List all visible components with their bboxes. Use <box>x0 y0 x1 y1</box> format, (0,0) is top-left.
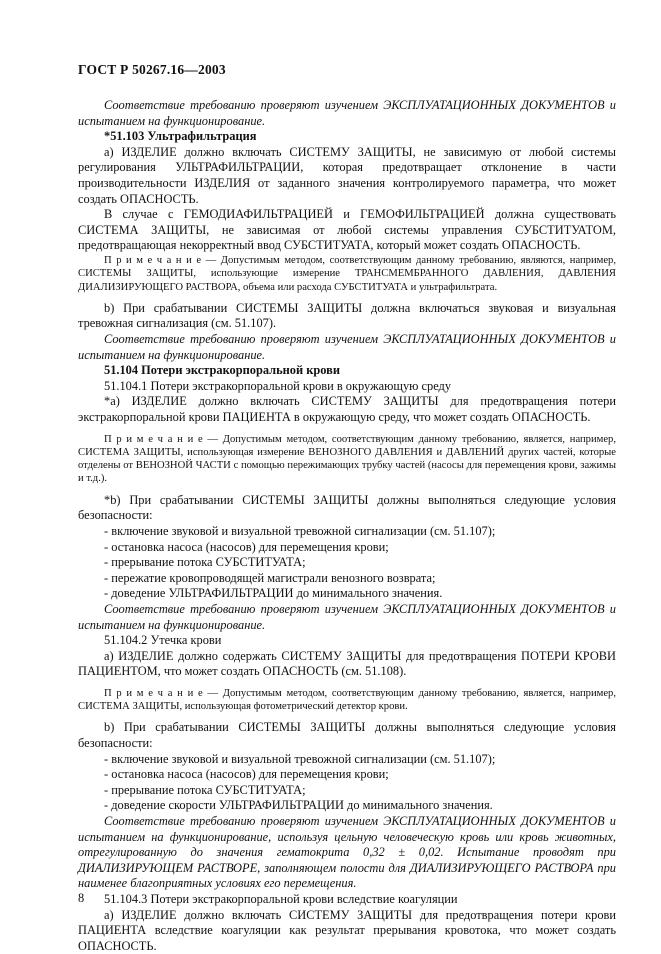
section-ultrafiltration <box>78 98 616 524</box>
paragraph: 51.104.1 Потери экстракорпоральной крови в окружающую среду <box>104 378 452 393</box>
list-item: - прерывание потока СУБСТИТУАТА; <box>104 782 306 797</box>
paragraph: *а) ИЗДЕЛИЕ должно включать СИСТЕМУ ЗАЩИТЫ для предотвращения потери экстракорпоральной крови ПАЦИЕНТА в окружающую среду, что может создать ОПАСНОСТЬ. <box>78 394 616 424</box>
paragraph: Соответствие требованию проверяют изучением ЭКСПЛУАТАЦИОННЫХ ДОКУМЕНТОВ и испытанием на функционирование. <box>78 98 616 128</box>
paragraph: *b) При срабатывании СИСТЕМЫ ЗАЩИТЫ должны выполняться следующие условия безопасности: <box>78 492 616 523</box>
safety-conditions-list-1 <box>78 524 616 602</box>
paragraph: а) ИЗДЕЛИЕ должно содержать СИСТЕМУ ЗАЩИТЫ для предотвращения ПОТЕРИ КРОВИ ПАЦИЕНТОМ, что может создать ОПАСНОСТЬ (см. 51.108). <box>78 648 616 679</box>
list-item: - доведение скорости УЛЬТРАФИЛЬТРАЦИИ до минимального значения. <box>104 798 493 813</box>
paragraph: П р и м е ч а н и е — Допустимым методом, соответствующим данному требованию, является, например, СИСТЕМА ЗАЩИТЫ, использующая фотометрический детектор крови. <box>78 687 616 713</box>
paragraph: а) ИЗДЕЛИЕ должно включать СИСТЕМУ ЗАЩИТЫ, не зависимую от любой системы регулирования УЛЬТРАФИЛЬТРАЦИИ, которая предотвращает отклонение в части производительности ИЗДЕЛИЯ от заданного значения контролируемого параметра, что может создать ОПАСНОСТЬ. <box>78 144 616 206</box>
paragraph: b) При срабатывании СИСТЕМЫ ЗАЩИТЫ должны выполняться следующие условия безопасности: <box>78 720 616 751</box>
list-item: - прерывание потока СУБСТИТУАТА; <box>104 555 306 570</box>
paragraph: 51.104.3 Потери экстракорпоральной крови вследствие коагуляции <box>104 892 458 907</box>
safety-conditions-list-2 <box>78 752 616 814</box>
list-item: - доведение УЛЬТРАФИЛЬТРАЦИИ до минимального значения. <box>104 586 443 601</box>
paragraph: 51.104.2 Утечка крови <box>104 633 222 648</box>
paragraph: Соответствие требованию проверяют изучением ЭКСПЛУАТАЦИОННЫХ ДОКУМЕНТОВ и испытанием на функционирование. <box>78 332 616 362</box>
paragraph: П р и м е ч а н и е — Допустимым методом, соответствующим данному требованию, являются, например, СИСТЕМЫ ЗАЩИТЫ, использующие измерение ТРАНСМЕМБРАННОГО ДАВЛЕНИЯ, ДАВЛЕНИЯ ДИАЛИЗИРУЮЩЕГО РАСТВОРА, объема или расхода СУБСТИТУАТА и ультрафильтрата. <box>78 254 616 293</box>
list-item: - включение звуковой и визуальной тревожной сигнализации (см. 51.107); <box>104 523 496 538</box>
paragraph: В случае с ГЕМОДИАФИЛЬТРАЦИЕЙ и ГЕМОФИЛЬТРАЦИЕЙ должна существовать СИСТЕМА ЗАЩИТЫ, не зависимая от любой системы управления СУБСТИТУАТОМ, предотвращающая некорректный ввод СУБСТИТУАТА, который может создать ОПАСНОСТЬ. <box>78 207 616 253</box>
paragraph: Соответствие требованию проверяют изучением ЭКСПЛУАТАЦИОННЫХ ДОКУМЕНТОВ и испытанием на функционирование. <box>78 601 616 632</box>
paragraph: П р и м е ч а н и е — Допустимым методом, соответствующим данному требованию, является, например, СИСТЕМА ЗАЩИТЫ, использующая измерение ВЕНОЗНОГО ДАВЛЕНИЯ и ДАВЛЕНИЙ других частей, которые отделены от ВЕНОЗНОЙ ЧАСТИ с помощью пережимающих трубку частей (насосы для перемещения крови, зажимы и т.д.). <box>78 433 616 485</box>
paragraph: *51.103 Ультрафильтрация <box>104 129 257 144</box>
page-number: 8 <box>78 891 85 905</box>
list-item: - остановка насоса (насосов) для перемещения крови; <box>104 539 389 554</box>
section-coagulation <box>78 814 616 954</box>
document-body <box>78 98 616 954</box>
paragraph: b) При срабатывании СИСТЕМЫ ЗАЩИТЫ должна включаться звуковая и визуальная тревожная сигнализация (см. 51.107). <box>78 300 616 331</box>
list-item: - остановка насоса (насосов) для перемещения крови; <box>104 767 389 782</box>
document-header: ГОСТ Р 50267.16—2003 <box>78 62 226 77</box>
section-blood-leak <box>78 602 616 752</box>
paragraph: 51.104 Потери экстракорпоральной крови <box>104 363 340 378</box>
paragraph: Соответствие требованию проверяют изучением ЭКСПЛУАТАЦИОННЫХ ДОКУМЕНТОВ и испытанием на функционирование, используя цельную человеческую кровь или кровь животных, отрегулированную до значения гематокрита 0,32 ± 0,02. Испытание проводят при ДИАЛИЗИРУЮЩЕМ РАСТВОРЕ, заполняющем полости для ДИАЛИЗИРУЮЩЕГО РАСТВОРА при наименее благоприятных условиях его перемещения. <box>78 814 616 891</box>
paragraph: а) ИЗДЕЛИЕ должно включать СИСТЕМУ ЗАЩИТЫ для предотвращения потери крови ПАЦИЕНТА вследствие коагуляции как результат прерывания кровотока, что может создать ОПАСНОСТЬ. <box>78 907 616 953</box>
list-item: - включение звуковой и визуальной тревожной сигнализации (см. 51.107); <box>104 751 496 766</box>
list-item: - пережатие кровопроводящей магистрали венозного возврата; <box>104 570 436 585</box>
